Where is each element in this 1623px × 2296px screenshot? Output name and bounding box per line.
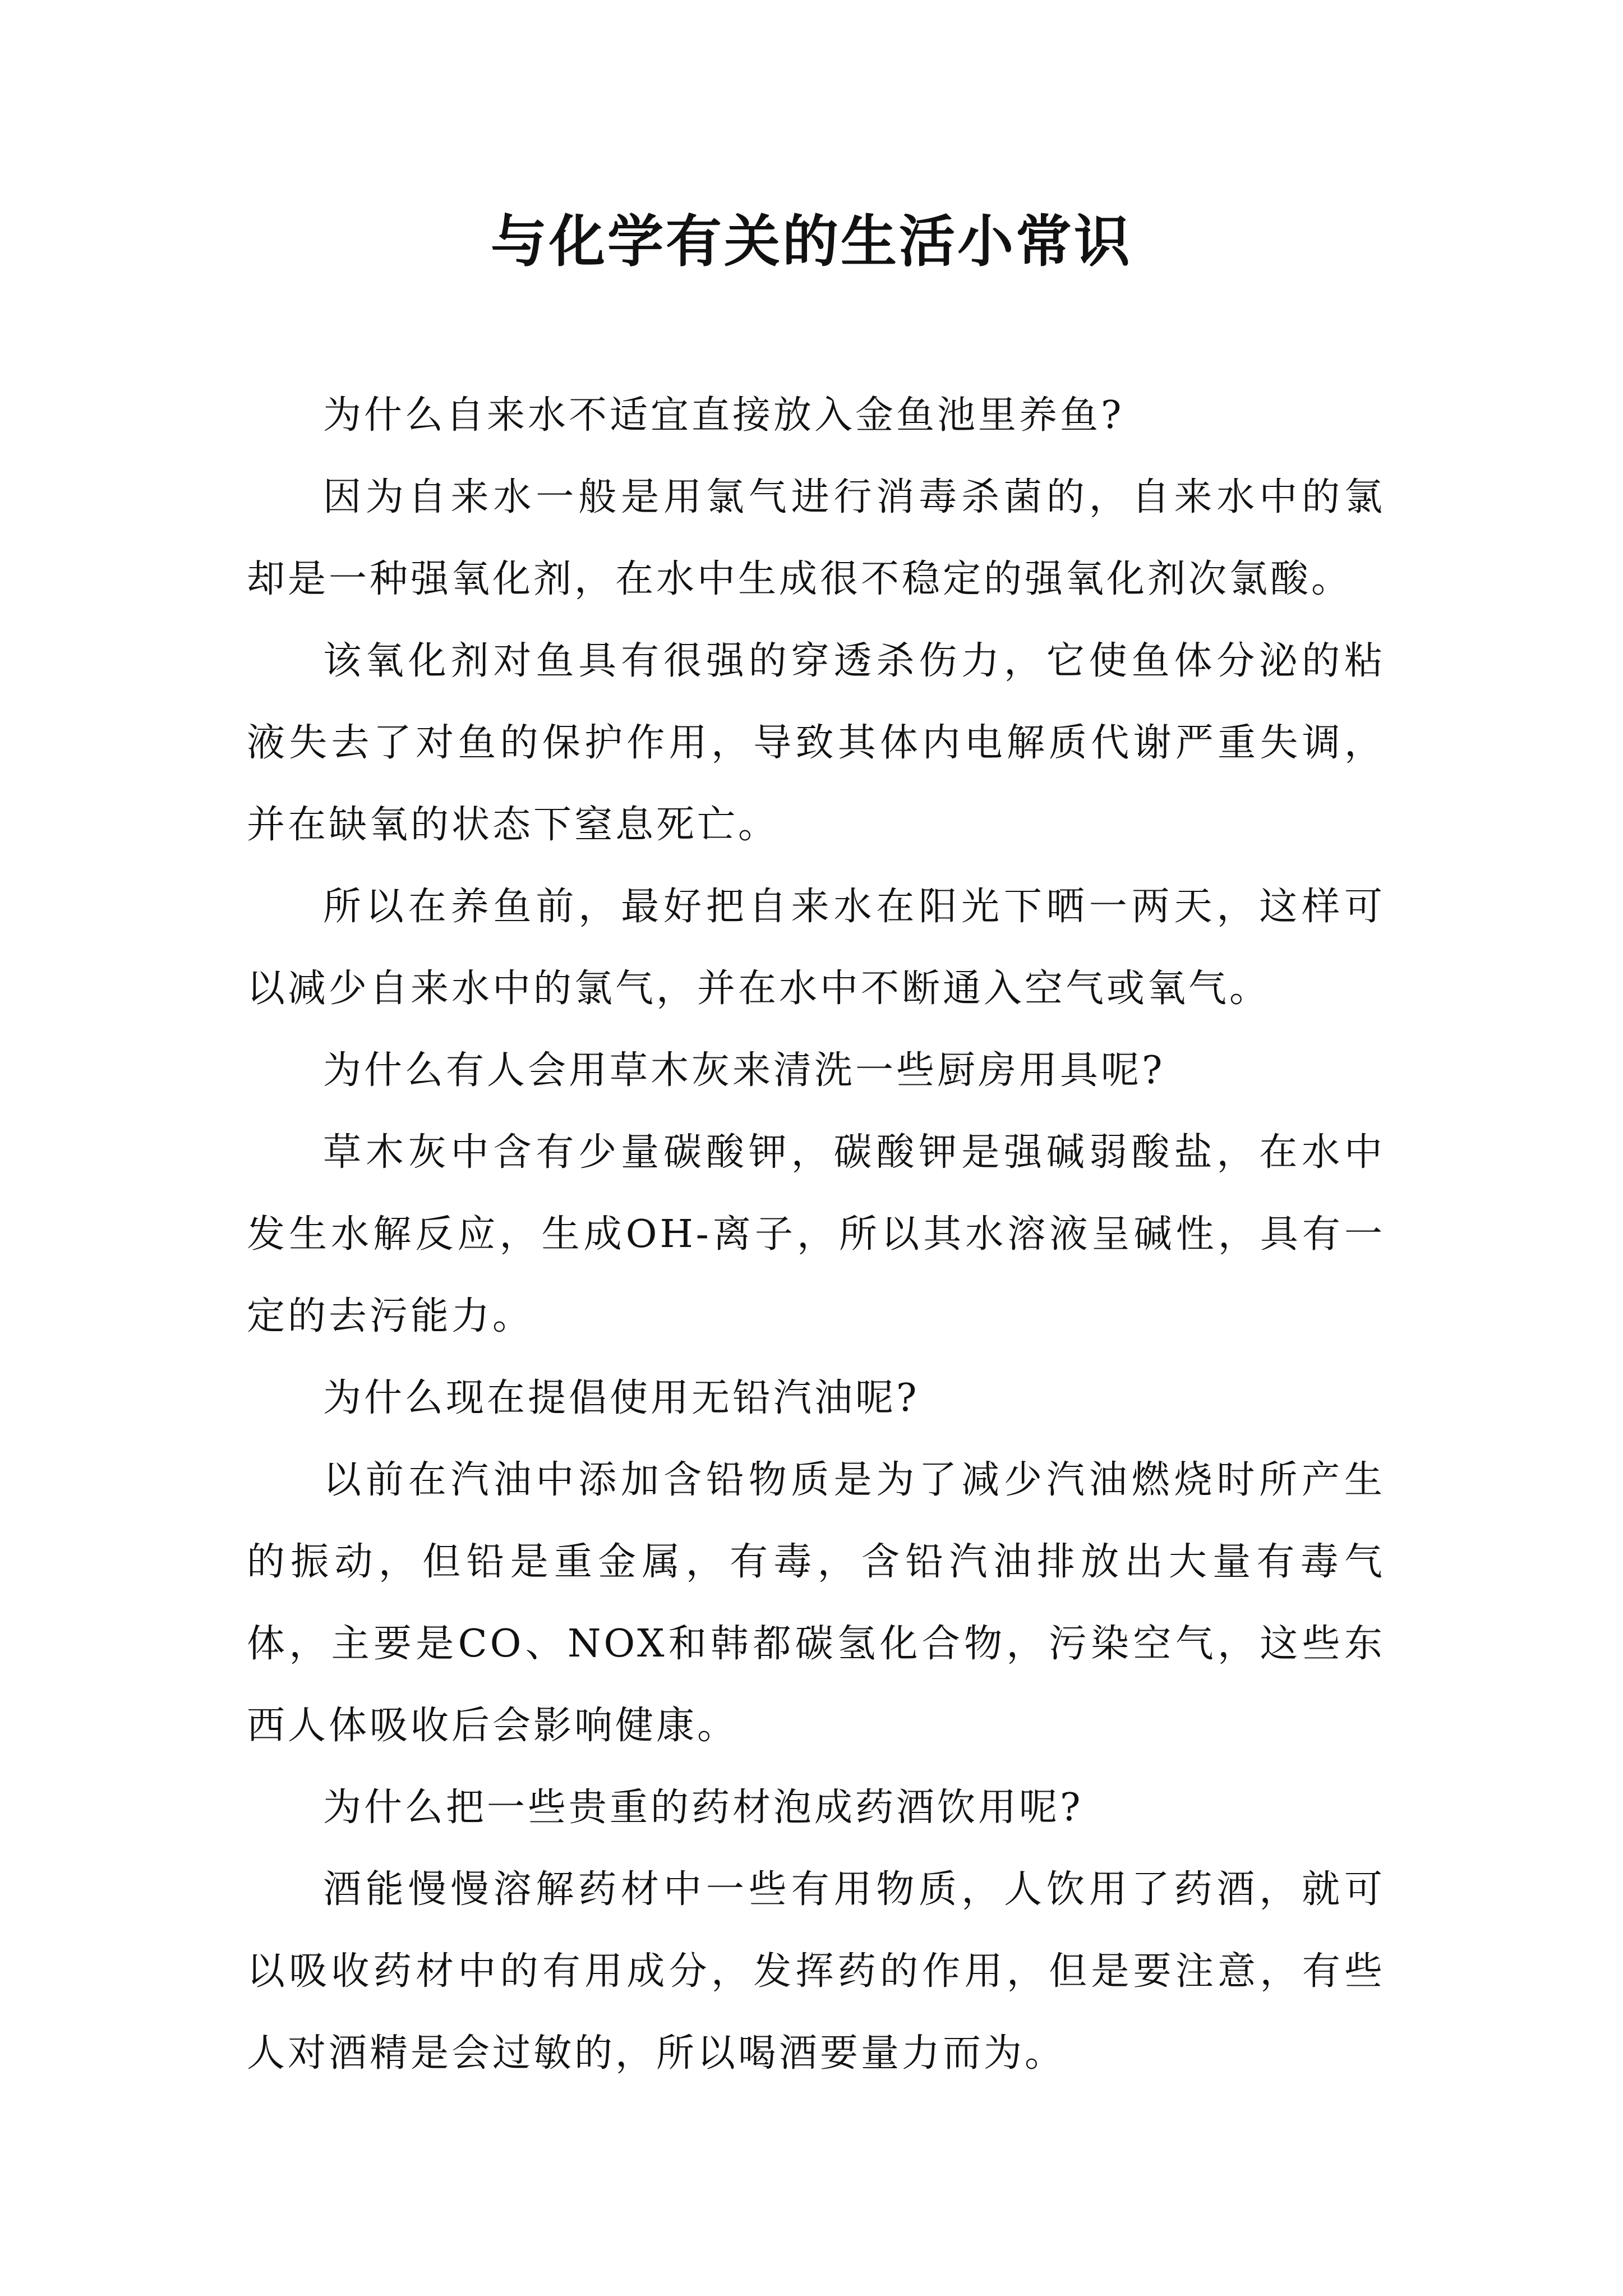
- answer-paragraph: 所以在养鱼前，最好把自来水在阳光下晒一两天，这样可以减少自来水中的氯气，并在水中不断通入空气或氧气。: [247, 885, 1385, 1011]
- answer-paragraph: 以前在汽油中添加含铅物质是为了减少汽油燃烧时所产生的振动，但铅是重金属，有毒，含铅汽油排放出大量有毒气体，主要是CO、NOX和韩都碳氢化合物，污染空气，这些东西人体吸收后会影响健康。: [247, 1458, 1385, 1748]
- answer-paragraph: 草木灰中含有少量碳酸钾，碳酸钾是强碱弱酸盐，在水中发生水解反应，生成OH-离子，所以其水溶液呈碱性，具有一定的去污能力。: [247, 1130, 1385, 1338]
- question-paragraph: 为什么自来水不适宜直接放入金鱼池里养鱼?: [323, 393, 1124, 438]
- question-paragraph: 为什么有人会用草木灰来清洗一些厨房用具呢?: [323, 1048, 1165, 1093]
- answer-paragraph: 该氧化剂对鱼具有很强的穿透杀伤力，它使鱼体分泌的粘液失去了对鱼的保护作用，导致其体内电解质代谢严重失调，并在缺氧的状态下窒息死亡。: [247, 639, 1385, 847]
- document-body: [247, 375, 1385, 2095]
- answer-paragraph: 酒能慢慢溶解药材中一些有用物质，人饮用了药酒，就可以吸收药材中的有用成分，发挥药的作用，但是要注意，有些人对酒精是会过敏的，所以喝酒要量力而为。: [247, 1867, 1385, 2076]
- question-paragraph: 为什么把一些贵重的药材泡成药酒饮用呢?: [323, 1786, 1083, 1830]
- question-paragraph: 为什么现在提倡使用无铅汽油呢?: [323, 1376, 920, 1420]
- document-title: 与化学有关的生活小常识: [491, 208, 1132, 274]
- answer-paragraph: 因为自来水一般是用氯气进行消毒杀菌的，自来水中的氯却是一种强氧化剂，在水中生成很不稳定的强氧化剂次氯酸。: [247, 475, 1385, 601]
